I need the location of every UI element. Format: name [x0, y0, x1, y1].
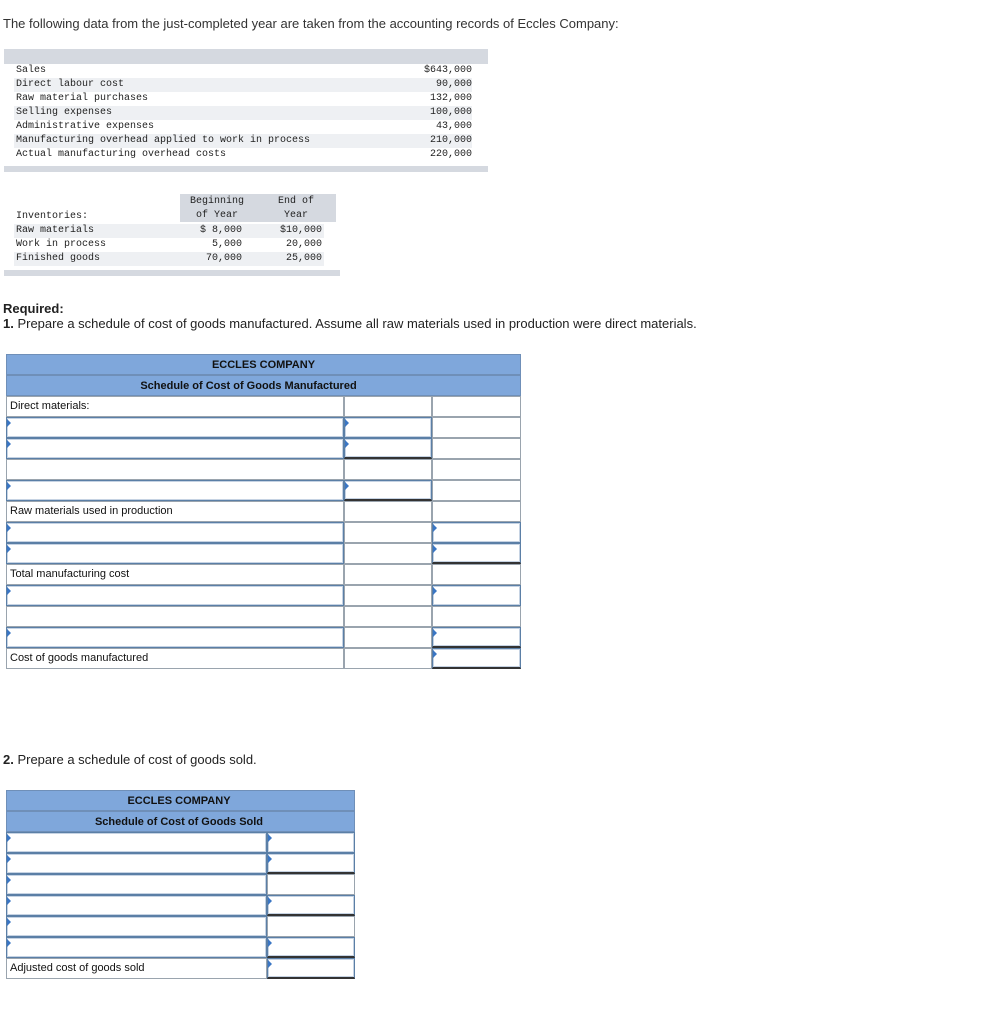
empty-cell [344, 606, 432, 627]
schedule-cogs-title: Schedule of Cost of Goods Sold [6, 811, 355, 832]
raw-materials-used-label: Raw materials used in production [6, 501, 344, 522]
label-dropdown[interactable] [6, 543, 344, 564]
data-row: Sales $643,000 [16, 65, 472, 76]
empty-cell [267, 874, 355, 895]
label-dropdown[interactable] [6, 627, 344, 648]
label-dropdown[interactable] [6, 417, 344, 438]
label-dropdown[interactable] [6, 916, 267, 937]
empty-cell [344, 648, 432, 669]
inventory-label-row: Inventories: [16, 211, 89, 222]
amount-input[interactable] [432, 627, 521, 648]
requirement-1: 1. Prepare a schedule of cost of goods manufactured. Assume all raw materials used in production were direct materials. [3, 316, 697, 331]
required-title: Required: [3, 301, 64, 316]
table-row [6, 874, 355, 895]
data-row: Direct labour cost 90,000 [16, 79, 472, 90]
amount-input[interactable] [344, 417, 432, 438]
empty-cell [6, 606, 344, 627]
inventory-row: Finished goods 70,000 25,000 [16, 253, 322, 264]
schedule-cogs [6, 790, 355, 982]
empty-cell [432, 606, 521, 627]
empty-cell [432, 417, 521, 438]
table-row [6, 606, 521, 627]
data-table-bottom-bar [4, 166, 488, 172]
label-dropdown[interactable] [6, 874, 267, 895]
empty-cell [344, 543, 432, 564]
empty-cell [344, 627, 432, 648]
data-row: Manufacturing overhead applied to work in process 210,000 [16, 135, 472, 146]
inv-col-end-line2: Year [283, 210, 308, 221]
data-table-top-bar [4, 49, 488, 64]
empty-cell [432, 459, 521, 480]
label-dropdown[interactable] [6, 438, 344, 459]
schedule-cogs-company: ECCLES COMPANY [6, 790, 355, 811]
inventory-row: Work in process 5,000 20,000 [16, 239, 322, 250]
table-row [6, 958, 355, 979]
empty-cell [432, 564, 521, 585]
amount-input[interactable] [344, 438, 432, 459]
table-row [6, 522, 521, 543]
table-row [6, 832, 355, 853]
amount-input[interactable] [267, 853, 355, 874]
adjusted-cogs-input[interactable] [267, 958, 355, 979]
direct-materials-label: Direct materials: [6, 396, 344, 417]
table-row [6, 459, 521, 480]
amount-input[interactable] [267, 832, 355, 853]
table-row [6, 501, 521, 522]
schedule-cogm [6, 354, 521, 672]
label-dropdown[interactable] [6, 937, 267, 958]
empty-cell [344, 585, 432, 606]
inv-col-begin-line1: Beginning [189, 196, 244, 207]
table-row [6, 937, 355, 958]
inventory-row: Raw materials $ 8,000 $10,000 [16, 225, 322, 236]
table-row [6, 480, 521, 501]
empty-cell [344, 396, 432, 417]
table-row [6, 916, 355, 937]
table-row [6, 396, 521, 417]
amount-input[interactable] [432, 585, 521, 606]
empty-cell [267, 916, 355, 937]
table-row [6, 417, 521, 438]
table-row [6, 564, 521, 585]
amount-input[interactable] [267, 937, 355, 958]
table-row [6, 585, 521, 606]
empty-cell [6, 459, 344, 480]
empty-cell [344, 501, 432, 522]
table-row [6, 543, 521, 564]
total-manufacturing-cost-label: Total manufacturing cost [6, 564, 344, 585]
cogm-amount-input[interactable] [432, 648, 521, 669]
table-row [6, 853, 355, 874]
data-row: Administrative expenses 43,000 [16, 121, 472, 132]
label-dropdown[interactable] [6, 853, 267, 874]
adjusted-cogs-label: Adjusted cost of goods sold [6, 958, 267, 979]
amount-input[interactable] [432, 543, 521, 564]
empty-cell [432, 438, 521, 459]
data-row: Actual manufacturing overhead costs 220,000 [16, 149, 472, 160]
empty-cell [344, 459, 432, 480]
data-row: Raw material purchases 132,000 [16, 93, 472, 104]
table-row [6, 438, 521, 459]
inventory-bottom-bar [4, 270, 340, 276]
table-row [6, 895, 355, 916]
label-dropdown[interactable] [6, 522, 344, 543]
table-row [6, 627, 521, 648]
empty-cell [344, 564, 432, 585]
schedule-cogm-company: ECCLES COMPANY [6, 354, 521, 375]
label-dropdown[interactable] [6, 480, 344, 501]
inv-col-begin-line2: of Year [195, 210, 238, 221]
requirement-2: 2. Prepare a schedule of cost of goods sold. [3, 752, 257, 767]
label-dropdown[interactable] [6, 832, 267, 853]
inv-col-end-line1: End of [277, 196, 314, 207]
amount-input[interactable] [267, 895, 355, 916]
table-row [6, 648, 521, 669]
empty-cell [432, 480, 521, 501]
cost-of-goods-manufactured-label: Cost of goods manufactured [6, 648, 344, 669]
label-dropdown[interactable] [6, 895, 267, 916]
intro-text: The following data from the just-completed year are taken from the accounting records of Eccles Company: [3, 16, 619, 31]
empty-cell [432, 396, 521, 417]
empty-cell [344, 522, 432, 543]
data-row: Selling expenses 100,000 [16, 107, 472, 118]
amount-input[interactable] [344, 480, 432, 501]
schedule-cogm-title: Schedule of Cost of Goods Manufactured [6, 375, 521, 396]
label-dropdown[interactable] [6, 585, 344, 606]
empty-cell [432, 501, 521, 522]
amount-input[interactable] [432, 522, 521, 543]
